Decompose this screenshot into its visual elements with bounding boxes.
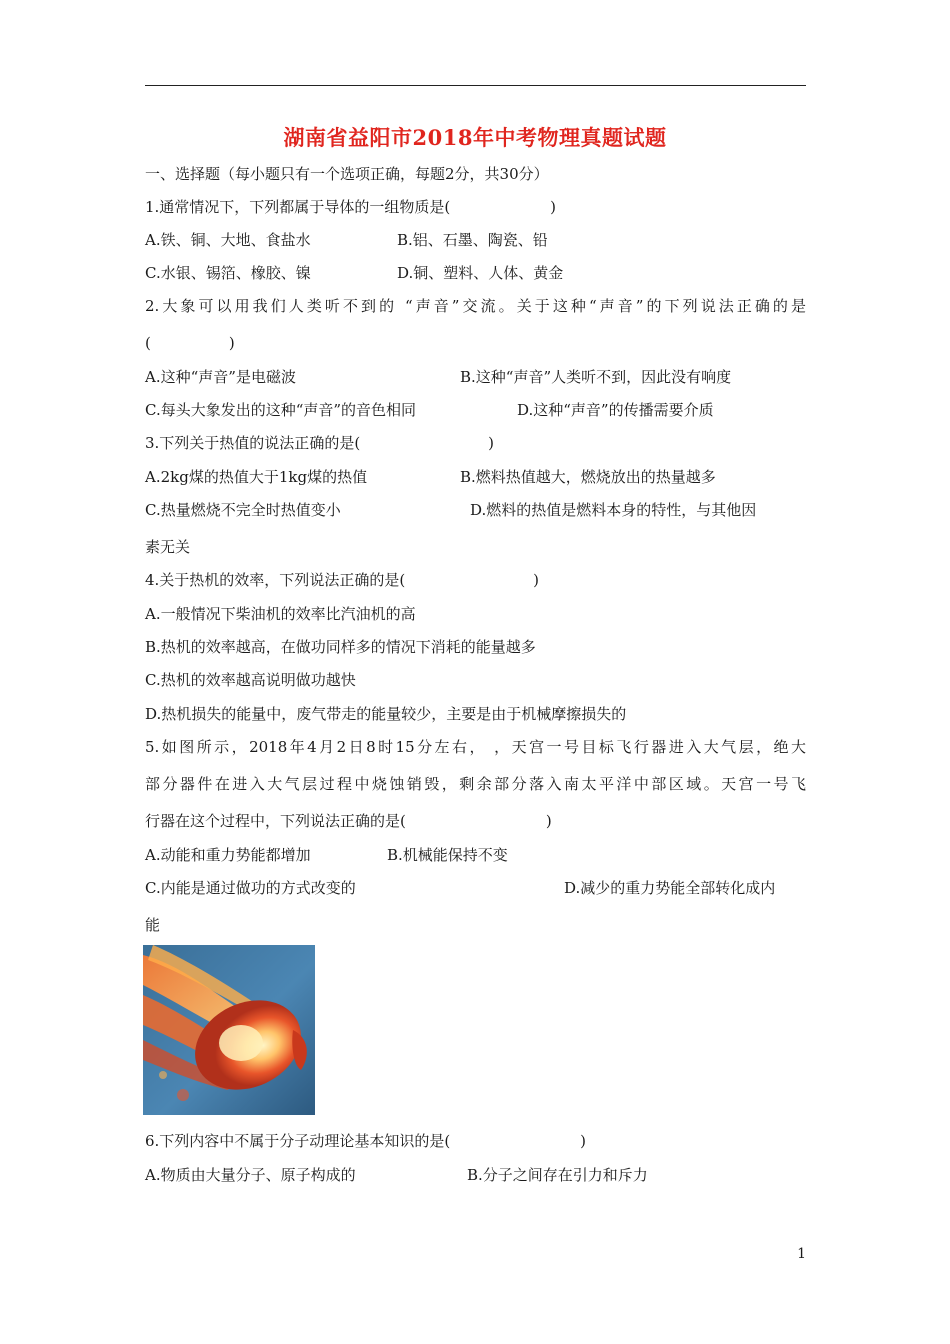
question-3-stem (145, 433, 494, 453)
question-1-option-c: C.水银、锡箔、橡胶、镍 (145, 264, 311, 282)
document-title: 湖南省益阳市2018年中考物理真题试题 (283, 125, 667, 150)
question-4-close: ) (533, 571, 540, 589)
question-3-option-a: A.2kg煤的热值大于1kg煤的热值 (145, 468, 368, 486)
question-4-option-a: A.一般情况下柴油机的效率比汽油机的高 (145, 605, 416, 623)
question-2-option-c: C.每头大象发出的这种“声音”的音色相同 (145, 401, 417, 419)
tiangong-reentry-image (143, 945, 315, 1115)
question-2-option-d: D.这种“声音”的传播需要介质 (517, 401, 714, 419)
question-4-text: 4.关于热机的效率，下列说法正确的是( (145, 571, 406, 589)
question-6-option-a: A.物质由大量分子、原子构成的 (145, 1166, 356, 1184)
section-heading: 一、选择题（每小题只有一个选项正确，每题2分，共30分） (145, 165, 549, 183)
question-5-stem-line-2: 部分器件在进入大气层过程中烧蚀销毁，剩余部分落入南太平洋中部区域。天宫一号飞 (145, 775, 806, 793)
question-2-close: ) (228, 334, 235, 352)
question-4-option-b: B.热机的效率越高，在做功同样多的情况下消耗的能量越多 (145, 638, 536, 656)
question-3-option-b: B.燃料热值越大，燃烧放出的热量越多 (460, 468, 716, 486)
question-1-option-b: B.铝、石墨、陶瓷、铅 (397, 231, 548, 249)
question-5-text: 行器在这个过程中，下列说法正确的是( (145, 812, 406, 830)
header-rule (145, 85, 806, 86)
question-3-text: 3.下列关于热值的说法正确的是( (145, 434, 361, 452)
question-2-option-a: A.这种“声音”是电磁波 (145, 368, 296, 386)
question-3-option-d-continued: 素无关 (145, 538, 191, 556)
question-5-stem-line-3 (145, 811, 552, 831)
question-1-option-d: D.铜、塑料、人体、黄金 (397, 264, 564, 282)
question-1-stem (145, 197, 556, 217)
question-1-option-a: A.铁、铜、大地、食盐水 (145, 231, 311, 249)
question-1-text: 1.通常情况下，下列都属于导体的一组物质是( (145, 198, 451, 216)
page-number: 1 (797, 1246, 806, 1262)
question-3-close: ) (488, 434, 495, 452)
question-4-option-d: D.热机损失的能量中，废气带走的能量较少，主要是由于机械摩擦损失的 (145, 705, 627, 723)
question-1-close: ) (550, 198, 557, 216)
question-2-stem-line-2 (145, 333, 235, 353)
question-4-stem (145, 570, 539, 590)
question-5-close: ) (545, 812, 552, 830)
question-3-option-c: C.热量燃烧不完全时热值变小 (145, 501, 341, 519)
question-2-option-b: B.这种“声音”人类听不到，因此没有响度 (460, 368, 732, 386)
question-5-option-c: C.内能是通过做功的方式改变的 (145, 879, 356, 897)
question-2-open: ( (145, 334, 151, 352)
question-5-option-d: D.减少的重力势能全部转化成内 (564, 879, 776, 897)
question-6-close: ) (580, 1132, 587, 1150)
question-5-option-a: A.动能和重力势能都增加 (145, 846, 311, 864)
question-2-stem-line-1: 2.大象可以用我们人类听不到的 “声音”交流。关于这种“声音”的下列说法正确的是 (145, 297, 806, 315)
question-6-text: 6.下列内容中不属于分子动理论基本知识的是( (145, 1132, 451, 1150)
question-6-stem (145, 1131, 586, 1151)
question-5-stem-line-1: 5.如图所示，2018年4月2日8时15分左右， ，天宫一号目标飞行器进入大气层，绝大 (145, 738, 806, 756)
question-3-option-d: D.燃料的热值是燃料本身的特性，与其他因 (470, 501, 757, 519)
question-5-option-d-continued: 能 (145, 916, 161, 934)
question-6-option-b: B.分子之间存在引力和斥力 (467, 1166, 648, 1184)
question-5-option-b: B.机械能保持不变 (387, 846, 508, 864)
question-4-option-c: C.热机的效率越高说明做功越快 (145, 671, 356, 689)
